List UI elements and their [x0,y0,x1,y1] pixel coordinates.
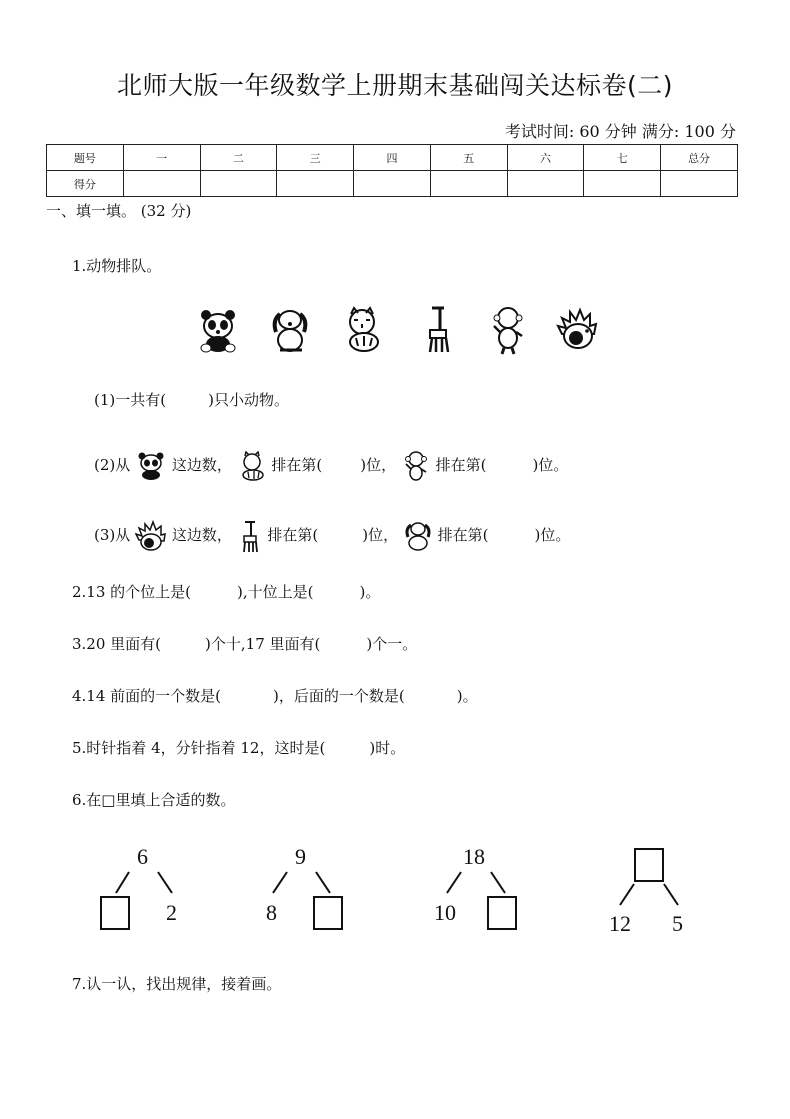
q6-title: 6.在□里填上合适的数。 [72,791,236,809]
section-1-heading: 一、填一填。 (32 分) [46,202,192,220]
bond-left-number: 10 [434,900,456,925]
score-row-label: 得分 [47,171,124,197]
q1-sub2: (2)从 这边数， 排在第( )位， 排在第( )位。 [94,450,568,482]
score-header-cell: 一 [123,145,200,171]
bond-top-number: 18 [463,844,485,869]
score-header-cell: 七 [584,145,661,171]
bond-left-number: 12 [609,911,631,936]
bond-right-number: 2 [166,900,177,925]
q1-sub3: (3)从 这边数， 排在第( )位， 排在第( )位。 [94,519,570,553]
bond-top-number: 6 [137,844,148,869]
score-header-cell: 三 [277,145,354,171]
answer-box[interactable] [487,896,517,930]
score-header-cell: 六 [507,145,584,171]
exam-meta: 考试时间: 60 分钟 满分: 100 分 [504,122,736,141]
q7-title: 7.认一认，找出规律，接着画。 [72,975,282,993]
bond-top-number: 9 [295,844,306,869]
bond-left-number: 8 [266,900,277,925]
page-title: 北师大版一年级数学上册期末基础闯关达标卷(二) [116,71,673,100]
q1-sub1: (1)一共有( )只小动物。 [94,391,289,409]
score-header-cell: 二 [200,145,277,171]
q3: 3.20 里面有( )个十,17 里面有( )个一。 [72,635,418,653]
answer-box[interactable] [313,896,343,930]
score-header-cell: 总分 [661,145,738,171]
score-header-cell: 四 [354,145,431,171]
answer-box[interactable] [100,896,130,930]
q4: 4.14 前面的一个数是( )，后面的一个数是( )。 [72,687,478,705]
q1-title: 1.动物排队。 [72,257,162,275]
q5: 5.时针指着 4，分针指着 12，这时是( )时。 [72,739,406,757]
bond-right-number: 5 [672,911,683,936]
score-header-cell: 题号 [47,145,124,171]
score-header-cell: 五 [430,145,507,171]
q2: 2.13 的个位上是( ),十位上是( )。 [72,583,381,601]
answer-box[interactable] [634,848,664,882]
